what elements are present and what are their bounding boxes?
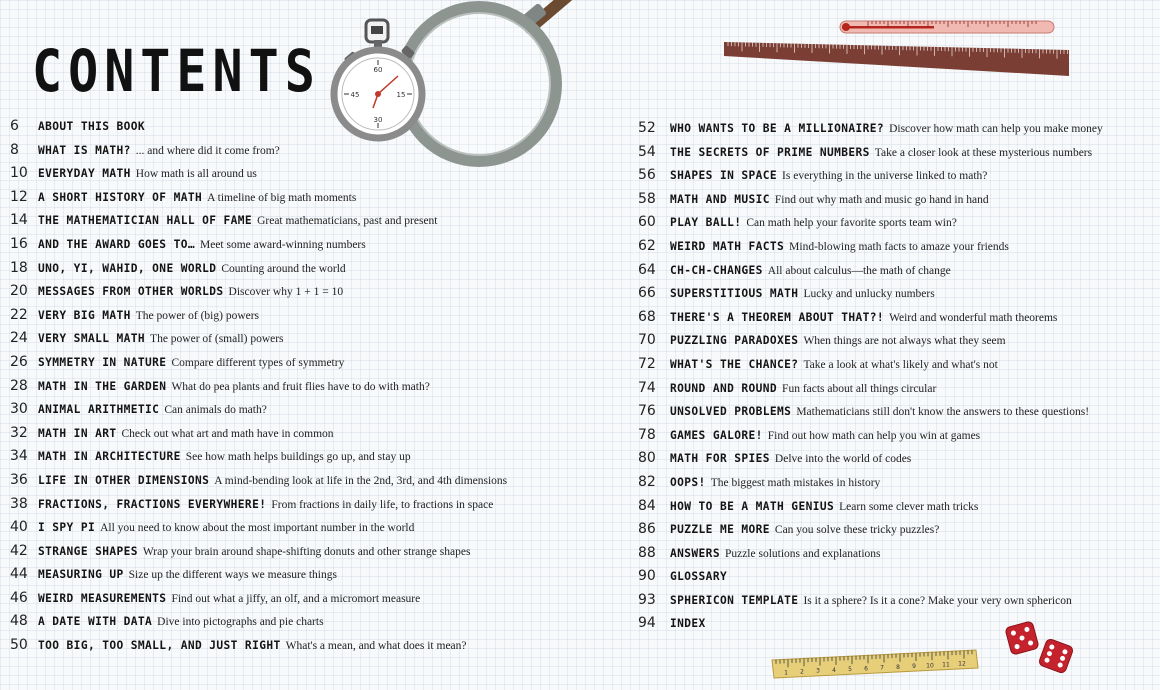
toc-heading: THERE'S A THEOREM ABOUT THAT?! [670,310,885,324]
toc-entry [638,545,1103,569]
toc-page-number: 70 [638,332,656,349]
toc-entry [10,378,507,402]
toc-description: Mathematicians still don't know the answers to these questions! [796,406,1090,419]
toc-description: Great mathematicians, past and present [257,215,438,228]
toc-page-number: 88 [638,544,656,561]
toc-entry [10,307,507,331]
toc-heading: SHAPES IN SPACE [670,169,778,183]
ruler-number: 1 [784,669,788,677]
toc-page-number: 93 [638,591,656,608]
toc-description: Mind-blowing math facts to amaze your friends [789,240,1009,253]
toc-page-number: 56 [638,167,656,184]
toc-description: What's a mean, and what does it mean? [285,640,467,653]
toc-heading: HOW TO BE A MATH GENIUS [670,499,835,513]
toc-description: Dive into pictographs and pie charts [157,616,324,629]
toc-heading: STRANGE SHAPES [38,544,138,558]
toc-description: Weird and wonderful math theorems [889,311,1058,324]
toc-entry [10,236,507,260]
ruler-number: 12 [958,660,966,668]
toc-page-number: 6 [10,118,19,134]
toc-heading: THE MATHEMATICIAN HALL OF FAME [38,214,253,228]
toc-description: From fractions in daily life, to fractions in space [271,498,494,511]
toc-page-number: 30 [10,401,28,418]
toc-heading: EVERYDAY MATH [38,167,131,181]
toc-description: Puzzle solutions and explanations [724,547,881,560]
toc-entry [638,262,1103,286]
toc-page-number: 34 [10,448,28,465]
toc-description: Counting around the world [221,262,346,275]
toc-page-number: 42 [10,542,28,559]
toc-description: When things are not always what they seem [803,335,1006,348]
toc-page-number: 12 [10,188,28,205]
toc-page-number: 36 [10,471,28,488]
toc-page-number: 82 [638,473,656,490]
toc-heading: MATH AND MUSIC [670,192,770,206]
toc-heading: THE SECRETS OF PRIME NUMBERS [670,145,870,159]
toc-description: Meet some award-winning numbers [199,238,366,251]
toc-page-number: 22 [10,306,28,323]
toc-heading: GLOSSARY [670,570,728,584]
toc-page-number: 80 [638,450,656,467]
toc-page-number: 90 [638,568,656,585]
ruler-number: 9 [912,663,916,671]
toc-page-number: 60 [638,214,656,231]
toc-entry [10,637,507,661]
toc-page-number: 14 [10,212,28,229]
page-title: CONTENTS [32,38,321,105]
toc-page-number: 10 [10,165,28,182]
toc-heading: PUZZLING PARADOXES [670,334,799,348]
toc-heading: MATH FOR SPIES [670,452,770,466]
toc-heading: MATH IN THE GARDEN [38,379,167,393]
toc-page-number: 84 [638,497,656,514]
toc-entry [10,260,507,284]
toc-entry [10,401,507,425]
toc-heading: WHAT IS MATH? [38,143,131,157]
toc-page-number: 54 [638,143,656,160]
toc-description: ... and where did it come from? [135,144,280,157]
toc-entry [10,496,507,520]
toc-description: Delve into the world of codes [774,453,912,466]
stopwatch-label-45: 45 [350,91,360,99]
toc-description: Can you solve these tricky puzzles? [774,524,940,537]
toc-entry [10,118,507,142]
toc-heading: MESSAGES FROM OTHER WORLDS [38,285,224,299]
toc-page-number: 94 [638,615,656,632]
toc-entry [638,380,1103,404]
toc-entry [638,332,1103,356]
toc-heading: VERY BIG MATH [38,308,131,322]
toc-page-number: 44 [10,566,28,583]
toc-entry [638,167,1103,191]
toc-heading: ROUND AND ROUND [670,381,778,395]
toc-entry [638,427,1103,451]
toc-entry [638,285,1103,309]
toc-description: A mind-bending look at life in the 2nd, 3rd, and 4th dimensions [214,474,508,487]
toc-heading: OOPS! [670,475,706,489]
toc-entry [638,498,1103,522]
toc-description: Discover why 1 + 1 = 10 [228,286,344,299]
toc-entry [638,238,1103,262]
toc-description: A timeline of big math moments [207,191,357,204]
toc-page-number: 62 [638,237,656,254]
measuring-tape-icon [724,40,1074,80]
toc-page-number: 66 [638,285,656,302]
ruler-number: 6 [864,665,868,673]
toc-page-number: 72 [638,355,656,372]
toc-heading: ANSWERS [670,546,720,560]
toc-page-number: 28 [10,377,28,394]
toc-page-number: 24 [10,330,28,347]
toc-description: See how math helps buildings go up, and stay up [185,451,411,464]
toc-description: The biggest math mistakes in history [710,476,881,489]
toc-description: How math is all around us [135,168,257,181]
toc-entry [10,613,507,637]
toc-description: Size up the different ways we measure things [128,569,337,582]
toc-description: Find out what a jiffy, an olf, and a micromort measure [171,592,421,605]
toc-page-number: 38 [10,495,28,512]
toc-entry [638,309,1103,333]
toc-entry [638,356,1103,380]
toc-entry [10,590,507,614]
toc-heading: ABOUT THIS BOOK [38,120,146,133]
toc-entry [638,474,1103,498]
toc-heading: PUZZLE ME MORE [670,523,770,537]
toc-description: Is everything in the universe linked to math? [782,170,988,183]
stopwatch-label-30: 30 [373,116,383,124]
toc-entry [638,615,1103,639]
toc-description: Fun facts about all things circular [782,382,937,395]
toc-heading: UNO, YI, WAHID, ONE WORLD [38,261,217,275]
toc-page-number: 46 [10,589,28,606]
toc-entry [638,521,1103,545]
toc-description: Learn some clever math tricks [839,500,979,513]
toc-description: Can math help your favorite sports team win? [746,217,957,230]
ruler-number: 8 [896,663,900,671]
toc-entry [638,144,1103,168]
toc-description: Take a closer look at these mysterious numbers [874,146,1093,159]
toc-heading: LIFE IN OTHER DIMENSIONS [38,473,210,487]
toc-page-number: 16 [10,235,28,252]
toc-description: The power of (big) powers [135,309,260,322]
toc-entry [10,283,507,307]
ruler-number: 5 [848,666,852,674]
thermometer-icon [838,10,1058,40]
toc-heading: GAMES GALORE! [670,428,763,442]
toc-entry [638,191,1103,215]
toc-description: Lucky and unlucky numbers [803,288,935,301]
toc-heading: FRACTIONS, FRACTIONS EVERYWHERE! [38,497,267,511]
toc-heading: MEASURING UP [38,568,124,582]
toc-page-number: 50 [10,637,28,654]
toc-heading: ANIMAL ARITHMETIC [38,403,160,417]
toc-heading: TOO BIG, TOO SMALL, AND JUST RIGHT [38,639,281,653]
toc-heading: VERY SMALL MATH [38,332,146,346]
toc-entry [10,425,507,449]
toc-page-number: 74 [638,379,656,396]
toc-page-number: 76 [638,403,656,420]
toc-heading: MATH IN ART [38,426,117,440]
stopwatch-label-15: 15 [396,91,406,99]
toc-page-number: 8 [10,141,19,158]
contents-right-column [638,120,1103,639]
toc-entry [10,189,507,213]
toc-heading: CH-CH-CHANGES [670,263,763,277]
ruler-number: 2 [800,668,804,676]
toc-heading: PLAY BALL! [670,216,742,230]
toc-description: Can animals do math? [164,404,267,417]
toc-description: Take a look at what's likely and what's not [803,358,998,371]
toc-page-number: 68 [638,308,656,325]
toc-entry [10,142,507,166]
toc-entry [638,403,1103,427]
toc-entry [638,450,1103,474]
toc-entry [10,330,507,354]
contents-left-column [10,118,507,661]
toc-entry [10,519,507,543]
toc-heading: INDEX [670,617,706,631]
toc-description: Find out how math can help you win at games [767,429,981,442]
toc-entry [10,212,507,236]
toc-description: Wrap your brain around shape-shifting donuts and other strange shapes [142,545,471,558]
ruler-icon [772,646,982,680]
toc-page-number: 86 [638,521,656,538]
toc-page-number: 26 [10,353,28,370]
toc-page-number: 64 [638,261,656,278]
toc-page-number: 40 [10,519,28,536]
ruler-number: 10 [926,662,934,670]
toc-entry [10,543,507,567]
ruler-number: 3 [816,667,820,675]
toc-page-number: 18 [10,259,28,276]
toc-description: All you need to know about the most important number in the world [100,522,415,535]
toc-description: Is it a sphere? Is it a cone? Make your very own sphericon [803,594,1072,607]
toc-description: Find out why math and music go hand in hand [774,193,989,206]
toc-entry [638,592,1103,616]
toc-description: The power of (small) powers [150,333,284,346]
toc-heading: MATH IN ARCHITECTURE [38,450,181,464]
toc-page-number: 78 [638,426,656,443]
toc-heading: WHO WANTS TO BE A MILLIONAIRE? [670,122,885,135]
toc-heading: I SPY PI [38,521,96,535]
toc-heading: UNSOLVED PROBLEMS [670,405,792,419]
toc-description: What do pea plants and fruit flies have to do with math? [171,380,430,393]
toc-heading: SPHERICON TEMPLATE [670,593,799,607]
toc-entry [638,214,1103,238]
toc-description: Compare different types of symmetry [171,356,345,369]
toc-description: Check out what art and math have in common [121,427,334,440]
toc-heading: A SHORT HISTORY OF MATH [38,190,203,204]
toc-entry [10,165,507,189]
toc-entry [10,472,507,496]
toc-description: Discover how math can help you make money [889,123,1103,135]
toc-page-number: 58 [638,190,656,207]
toc-heading: WEIRD MATH FACTS [670,239,785,253]
toc-entry [10,448,507,472]
toc-heading: WHAT'S THE CHANCE? [670,357,799,371]
toc-heading: WEIRD MEASUREMENTS [38,591,167,605]
ruler-number: 7 [880,664,884,672]
ruler-number: 4 [832,666,836,674]
toc-entry [638,120,1103,144]
toc-page-number: 32 [10,424,28,441]
toc-heading: SYMMETRY IN NATURE [38,355,167,369]
ruler-number: 11 [942,661,950,669]
stopwatch-label-60: 60 [373,66,383,74]
toc-description: All about calculus—the math of change [767,264,951,277]
toc-heading: SUPERSTITIOUS MATH [670,287,799,301]
toc-page-number: 52 [638,120,656,136]
toc-entry [638,568,1103,592]
toc-entry [10,566,507,590]
toc-entry [10,354,507,378]
toc-page-number: 48 [10,613,28,630]
toc-heading: A DATE WITH DATA [38,615,153,629]
toc-heading: AND THE AWARD GOES TO… [38,237,195,251]
toc-page-number: 20 [10,283,28,300]
